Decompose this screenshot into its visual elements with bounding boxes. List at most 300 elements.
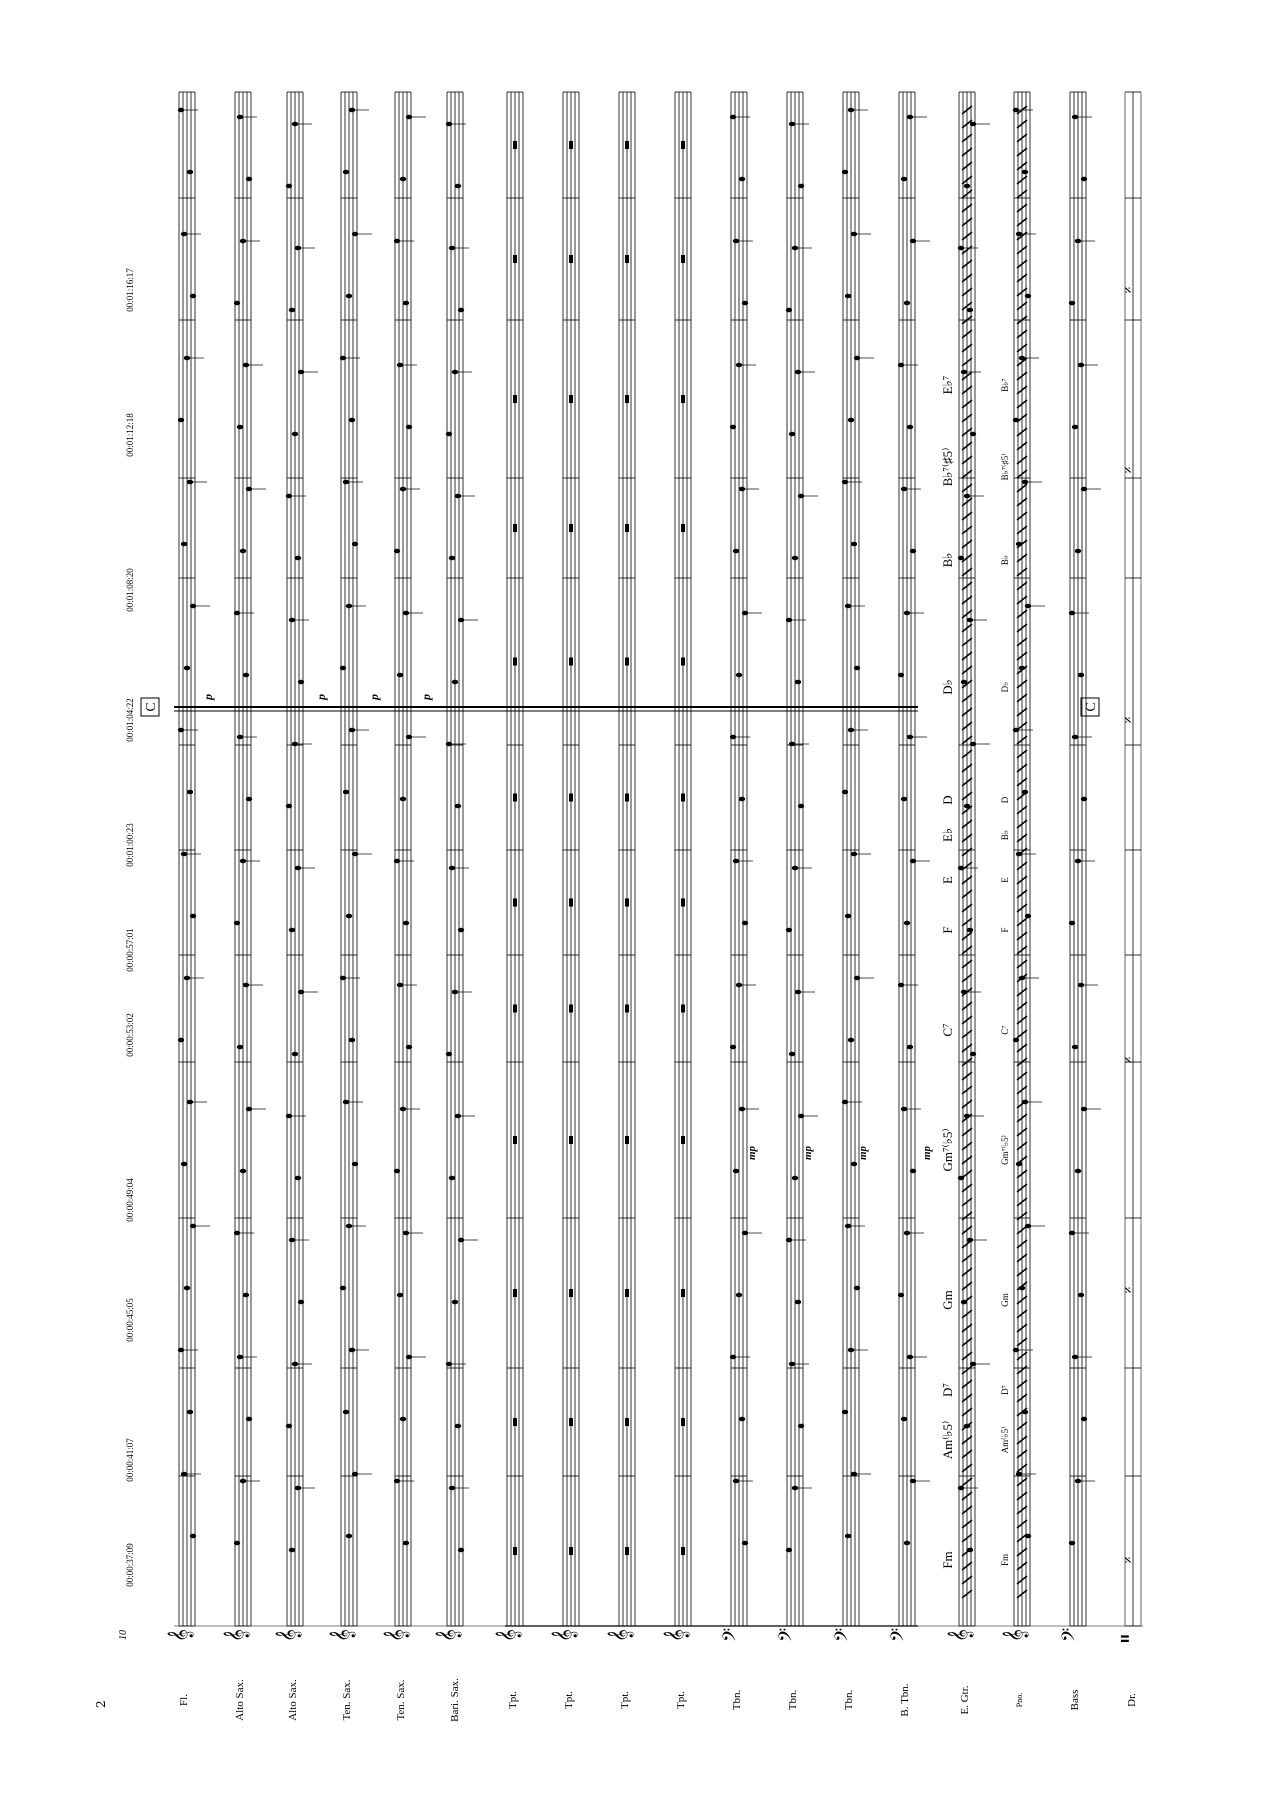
staff-14: [887, 92, 930, 1717]
note-head: [798, 804, 804, 809]
rest: [625, 395, 629, 403]
note-head: [452, 1300, 458, 1305]
staff-10: [663, 92, 691, 1709]
note-head: [190, 1534, 196, 1539]
note-head: [798, 184, 804, 189]
note-head: [243, 1293, 249, 1298]
note-head: [739, 1107, 745, 1112]
note-head: [178, 1038, 184, 1043]
note-head: [458, 928, 464, 933]
note-head: [295, 556, 301, 561]
note-head: [739, 487, 745, 492]
note-head: [1075, 859, 1081, 864]
note-head: [246, 1107, 252, 1112]
note-head: [394, 859, 400, 864]
note-head: [1022, 170, 1028, 175]
note-head: [730, 1355, 736, 1360]
note-head: [340, 666, 346, 671]
piano-chord: C⁷: [1000, 1025, 1010, 1035]
staff-1: [167, 92, 210, 1706]
clef-icon: 𝄞: [383, 1628, 408, 1642]
instrument-label: Alto Sax.: [287, 1679, 299, 1721]
note-head: [458, 1548, 464, 1553]
note-head: [792, 246, 798, 251]
instrument-label: E. Gtr.: [959, 1685, 971, 1715]
rest: [513, 1289, 517, 1297]
note-head: [845, 1534, 851, 1539]
clef-icon: 𝄞: [607, 1628, 632, 1642]
timestamp: 00:00:49:04: [125, 1178, 135, 1222]
note-head: [349, 1038, 355, 1043]
clef-icon: 𝄞: [663, 1628, 688, 1642]
clef-icon: 𝄥: [1113, 1635, 1138, 1642]
note-head: [446, 432, 452, 437]
note-head: [289, 1548, 295, 1553]
note-head: [845, 294, 851, 299]
note-head: [739, 1417, 745, 1422]
rest: [569, 794, 573, 802]
note-head: [403, 611, 409, 616]
note-head: [446, 1362, 452, 1367]
note-head: [733, 1479, 739, 1484]
note-head: [343, 480, 349, 485]
note-head: [792, 556, 798, 561]
note-head: [286, 804, 292, 809]
note-head: [845, 1224, 851, 1229]
note-head: [352, 852, 358, 857]
note-head: [970, 742, 976, 747]
note-head: [295, 246, 301, 251]
note-head: [403, 1231, 409, 1236]
piano-chord: B♭: [1000, 829, 1010, 841]
note-head: [964, 184, 970, 189]
note-head: [181, 852, 187, 857]
note-head: [187, 1410, 193, 1415]
clef-icon: 𝄞: [329, 1628, 354, 1642]
rest: [569, 1547, 573, 1555]
note-head: [406, 1355, 412, 1360]
rest: [681, 255, 685, 263]
note-head: [1013, 108, 1019, 113]
note-head: [449, 1486, 455, 1491]
note-head: [848, 418, 854, 423]
dynamic-p: p: [314, 694, 328, 700]
instrument-label: Bari. Sax.: [449, 1678, 461, 1722]
note-head: [190, 1224, 196, 1229]
note-head: [842, 1100, 848, 1105]
rest: [681, 1418, 685, 1426]
note-head: [848, 1348, 854, 1353]
instrument-label: Tpt.: [507, 1690, 519, 1710]
note-head: [234, 611, 240, 616]
note-head: [907, 115, 913, 120]
note-head: [733, 859, 739, 864]
note-head: [742, 921, 748, 926]
clef-icon: 𝄞: [551, 1628, 576, 1642]
rest: [513, 1005, 517, 1013]
note-head: [798, 1424, 804, 1429]
note-head: [237, 735, 243, 740]
note-head: [736, 673, 742, 678]
note-head: [234, 921, 240, 926]
note-head: [343, 1410, 349, 1415]
note-head: [1025, 604, 1031, 609]
note-head: [730, 115, 736, 120]
timestamp: 00:01:04:22: [125, 698, 135, 742]
rest: [681, 899, 685, 907]
note-head: [286, 184, 292, 189]
piano-chord: D♭: [1000, 681, 1010, 693]
rest: [681, 1289, 685, 1297]
note-head: [901, 487, 907, 492]
timestamp: 00:00:45:05: [125, 1298, 135, 1342]
note-head: [842, 1410, 848, 1415]
note-head: [346, 914, 352, 919]
note-head: [901, 1107, 907, 1112]
clef-icon: 𝄞: [275, 1628, 300, 1642]
dynamic-p: p: [367, 694, 381, 700]
note-head: [848, 1038, 854, 1043]
guitar-chord: Am⁽♭5⁾: [940, 1420, 955, 1460]
measure-number: 10: [118, 1630, 129, 1640]
note-head: [798, 1114, 804, 1119]
rehearsal-mark: C: [144, 702, 159, 712]
note-head: [789, 742, 795, 747]
note-head: [958, 246, 964, 251]
note-head: [792, 1486, 798, 1491]
note-head: [187, 170, 193, 175]
note-head: [1072, 425, 1078, 430]
note-head: [190, 604, 196, 609]
note-head: [898, 673, 904, 678]
note-head: [1075, 1479, 1081, 1484]
note-head: [786, 618, 792, 623]
note-head: [733, 1169, 739, 1174]
piano-chord: Am⁽♭5⁾: [1000, 1426, 1010, 1454]
note-head: [295, 1486, 301, 1491]
note-head: [901, 797, 907, 802]
note-head: [352, 542, 358, 547]
note-head: [907, 1355, 913, 1360]
timestamp: 00:00:37:09: [125, 1543, 135, 1587]
note-head: [842, 480, 848, 485]
clef-icon: 𝄢: [1058, 1627, 1083, 1642]
note-head: [349, 1348, 355, 1353]
note-head: [455, 1114, 461, 1119]
note-head: [286, 494, 292, 499]
staff-9: [607, 92, 635, 1709]
rest: [681, 524, 685, 532]
note-head: [789, 1362, 795, 1367]
note-head: [295, 866, 301, 871]
note-head: [458, 308, 464, 313]
note-head: [455, 1424, 461, 1429]
note-head: [406, 735, 412, 740]
instrument-label: Alto Sax.: [234, 1679, 246, 1721]
piano-chord: D: [1000, 796, 1010, 804]
rest: [625, 1289, 629, 1297]
piano-chord: B♭: [1000, 554, 1010, 566]
note-head: [187, 790, 193, 795]
note-head: [446, 742, 452, 747]
note-head: [733, 239, 739, 244]
note-head: [181, 1472, 187, 1477]
note-head: [343, 790, 349, 795]
note-head: [1069, 1541, 1075, 1546]
note-head: [246, 1417, 252, 1422]
clef-icon: 𝄢: [887, 1627, 912, 1642]
note-head: [340, 1286, 346, 1291]
repeat-icon: 𝄎: [1122, 286, 1137, 294]
guitar-chord: D⁷: [940, 1383, 955, 1397]
instrument-label: Tpt.: [675, 1690, 687, 1710]
note-head: [1081, 1107, 1087, 1112]
instrument-label: Pno.: [1015, 1692, 1024, 1708]
note-head: [400, 797, 406, 802]
note-head: [190, 914, 196, 919]
note-head: [403, 921, 409, 926]
note-head: [898, 363, 904, 368]
note-head: [346, 604, 352, 609]
note-head: [1078, 363, 1084, 368]
note-head: [786, 928, 792, 933]
note-head: [184, 356, 190, 361]
note-head: [190, 294, 196, 299]
note-head: [842, 790, 848, 795]
note-head: [397, 983, 403, 988]
repeat-icon: 𝄎: [1122, 466, 1137, 474]
note-head: [1016, 1472, 1022, 1477]
note-head: [455, 184, 461, 189]
note-head: [910, 1169, 916, 1174]
note-head: [234, 1231, 240, 1236]
note-head: [295, 1176, 301, 1181]
rest: [569, 255, 573, 263]
note-head: [289, 308, 295, 313]
note-head: [352, 1162, 358, 1167]
clef-icon: 𝄞: [223, 1628, 248, 1642]
timestamp: 00:01:00:23: [125, 823, 135, 867]
note-head: [178, 728, 184, 733]
note-head: [1075, 239, 1081, 244]
note-head: [178, 1348, 184, 1353]
note-head: [240, 859, 246, 864]
note-head: [292, 1362, 298, 1367]
rest: [513, 141, 517, 149]
note-head: [742, 611, 748, 616]
note-head: [786, 1548, 792, 1553]
note-head: [394, 1479, 400, 1484]
timestamp: 00:01:16:17: [125, 268, 135, 312]
note-head: [739, 797, 745, 802]
note-head: [455, 494, 461, 499]
note-head: [286, 1114, 292, 1119]
note-head: [243, 983, 249, 988]
note-head: [967, 928, 973, 933]
dynamic-mp: mp: [802, 1145, 814, 1160]
rest: [513, 1547, 517, 1555]
dynamic-p: p: [201, 694, 215, 700]
note-head: [289, 618, 295, 623]
note-head: [184, 666, 190, 671]
note-head: [343, 1100, 349, 1105]
note-head: [397, 673, 403, 678]
note-head: [742, 301, 748, 306]
staff-18: [1113, 92, 1141, 1707]
rest: [569, 141, 573, 149]
note-head: [854, 1286, 860, 1291]
note-head: [234, 1541, 240, 1546]
note-head: [240, 549, 246, 554]
rest: [513, 899, 517, 907]
note-head: [352, 232, 358, 237]
note-head: [346, 1224, 352, 1229]
note-head: [795, 680, 801, 685]
note-head: [187, 1100, 193, 1105]
note-head: [246, 797, 252, 802]
note-head: [910, 549, 916, 554]
note-head: [1069, 1231, 1075, 1236]
guitar-chord: E♭⁷: [940, 375, 955, 395]
note-head: [970, 1052, 976, 1057]
rest: [681, 794, 685, 802]
note-head: [1013, 1038, 1019, 1043]
note-head: [458, 618, 464, 623]
instrument-label: B. Tbn.: [899, 1683, 911, 1717]
repeat-icon: 𝄎: [1122, 716, 1137, 724]
note-head: [292, 742, 298, 747]
note-head: [394, 549, 400, 554]
rest: [625, 899, 629, 907]
timestamp: 00:01:08:20: [125, 568, 135, 612]
rest: [513, 794, 517, 802]
note-head: [851, 542, 857, 547]
instrument-label: Tpt.: [563, 1690, 575, 1710]
piano-chord: F: [1000, 927, 1010, 933]
note-head: [237, 1355, 243, 1360]
note-head: [789, 1052, 795, 1057]
note-head: [907, 735, 913, 740]
note-head: [292, 432, 298, 437]
note-head: [243, 363, 249, 368]
note-head: [340, 976, 346, 981]
note-head: [298, 370, 304, 375]
note-head: [901, 1417, 907, 1422]
instrument-label: Tbn.: [843, 1689, 855, 1711]
note-head: [730, 735, 736, 740]
note-head: [349, 728, 355, 733]
note-head: [246, 177, 252, 182]
note-head: [237, 1045, 243, 1050]
rest: [513, 658, 517, 666]
note-head: [789, 432, 795, 437]
note-head: [400, 1107, 406, 1112]
note-head: [910, 1479, 916, 1484]
note-head: [792, 1176, 798, 1181]
note-head: [394, 239, 400, 244]
note-head: [243, 673, 249, 678]
guitar-chord: E: [940, 876, 955, 884]
staff-7: [495, 92, 523, 1709]
note-head: [1078, 983, 1084, 988]
clef-icon: 𝄢: [831, 1627, 856, 1642]
note-head: [1081, 487, 1087, 492]
guitar-chord: Fm: [940, 1551, 955, 1569]
note-head: [449, 1176, 455, 1181]
note-head: [178, 108, 184, 113]
note-head: [1069, 921, 1075, 926]
staff-13: [831, 92, 874, 1710]
staff-17: [1058, 92, 1101, 1710]
note-head: [452, 680, 458, 685]
repeat-icon: 𝄎: [1122, 1556, 1137, 1564]
note-head: [742, 1231, 748, 1236]
note-head: [904, 1541, 910, 1546]
note-head: [452, 990, 458, 995]
rest: [625, 141, 629, 149]
note-head: [842, 170, 848, 175]
note-head: [1072, 115, 1078, 120]
note-head: [449, 246, 455, 251]
note-head: [298, 1300, 304, 1305]
rest: [513, 1418, 517, 1426]
staff-15: [947, 92, 990, 1715]
note-head: [449, 556, 455, 561]
note-head: [298, 990, 304, 995]
note-head: [904, 611, 910, 616]
instrument-label: Tbn.: [731, 1689, 743, 1711]
instrument-label: Ten. Sax.: [341, 1679, 353, 1721]
note-head: [400, 1417, 406, 1422]
note-head: [958, 1486, 964, 1491]
note-head: [246, 487, 252, 492]
rest: [569, 1136, 573, 1144]
note-head: [292, 122, 298, 127]
guitar-chord: D: [940, 795, 955, 805]
note-head: [845, 604, 851, 609]
piano-chord: Fm: [1000, 1553, 1010, 1567]
rest: [681, 141, 685, 149]
note-head: [964, 494, 970, 499]
clef-icon: 𝄞: [435, 1628, 460, 1642]
note-head: [898, 983, 904, 988]
dynamic-mp: mp: [921, 1145, 933, 1160]
note-head: [446, 122, 452, 127]
clef-icon: 𝄢: [775, 1627, 800, 1642]
piano-chord: D⁷: [1000, 1385, 1010, 1395]
note-head: [1069, 301, 1075, 306]
note-head: [452, 370, 458, 375]
note-head: [397, 363, 403, 368]
note-head: [970, 1362, 976, 1367]
piano-chord: E: [1000, 877, 1010, 883]
note-head: [1069, 611, 1075, 616]
guitar-chord: Gm⁷⁽♭5⁾: [940, 1128, 955, 1172]
note-head: [851, 1472, 857, 1477]
note-head: [240, 1479, 246, 1484]
note-head: [910, 239, 916, 244]
note-head: [845, 914, 851, 919]
instrument-label: Tbn.: [787, 1689, 799, 1711]
note-head: [1025, 914, 1031, 919]
note-head: [736, 983, 742, 988]
rest: [513, 1136, 517, 1144]
note-head: [1078, 1293, 1084, 1298]
note-head: [795, 1300, 801, 1305]
note-head: [910, 859, 916, 864]
timestamp: 00:00:41:07: [125, 1438, 135, 1482]
note-head: [854, 356, 860, 361]
